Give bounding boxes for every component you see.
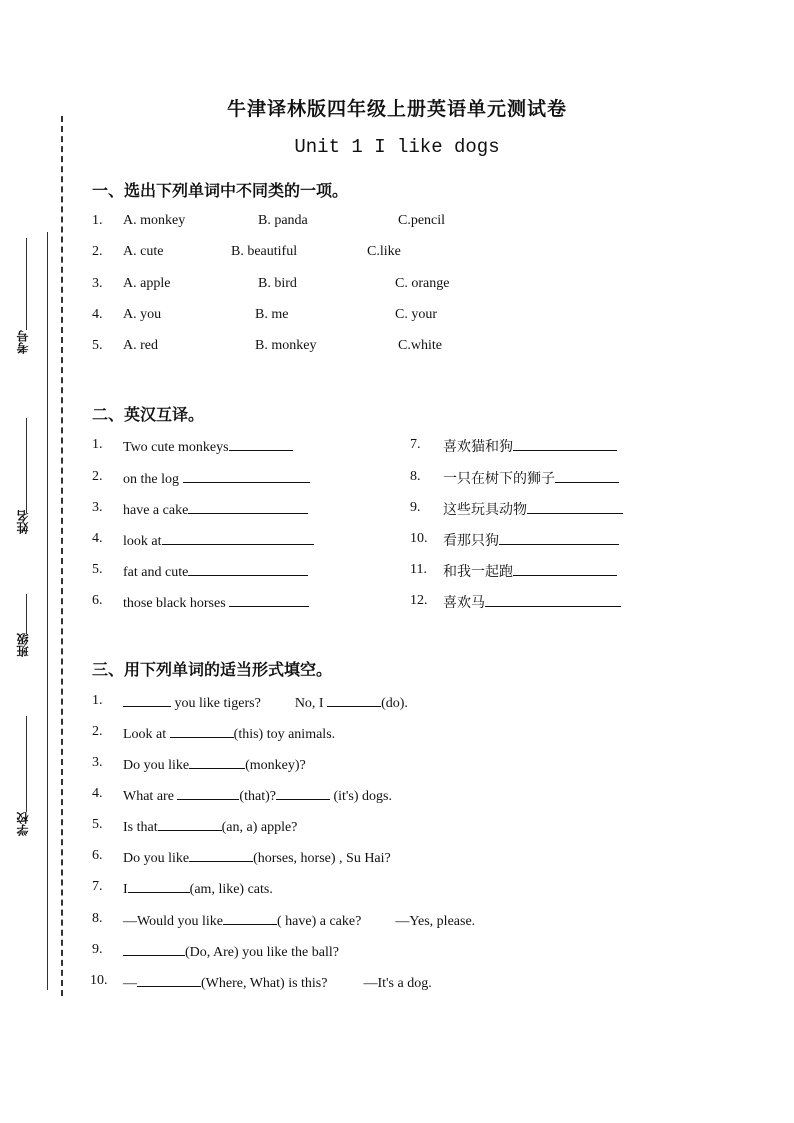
section1-heading: 一、选出下列单词中不同类的一项。 [92, 181, 349, 200]
option-c: C.white [398, 338, 442, 353]
question-number: 9. [92, 942, 103, 957]
fill-in-item: you like tigers? No, I (do). [123, 693, 408, 712]
answer-blank[interactable] [158, 817, 222, 831]
answer-blank[interactable] [485, 593, 621, 607]
class-label: 班级 [16, 633, 30, 657]
translation-item: 看那只狗 [443, 530, 619, 550]
option-a: A. cute [123, 244, 164, 259]
question-number: 5. [92, 338, 103, 353]
section2-heading: 二、英汉互译。 [92, 405, 205, 424]
answer-blank[interactable] [123, 693, 171, 707]
translation-item: 喜欢马 [443, 592, 621, 612]
option-a: A. apple [123, 276, 171, 291]
question-number: 3. [92, 500, 103, 515]
fill-in-item: What are (that)? (it's) dogs. [123, 786, 392, 805]
binding-solid-line [47, 232, 48, 990]
answer-blank[interactable] [327, 693, 381, 707]
exam-number-line[interactable] [26, 238, 27, 330]
answer-blank[interactable] [513, 437, 617, 451]
option-a: A. you [123, 307, 162, 322]
question-number: 1. [92, 693, 103, 708]
name-label: 姓名 [16, 510, 30, 534]
answer-blank[interactable] [137, 973, 201, 987]
option-b: B. panda [258, 213, 308, 228]
question-number: 4. [92, 786, 103, 801]
option-c: C. orange [395, 276, 450, 291]
translation-item: fat and cute [123, 562, 308, 581]
fill-in-item: Is that (an, a) apple? [123, 817, 297, 836]
question-number: 4. [92, 307, 103, 322]
question-number: 1. [92, 437, 103, 452]
translation-item: 一只在树下的狮子 [443, 468, 619, 488]
page-title: 牛津译林版四年级上册英语单元测试卷 [226, 98, 567, 120]
question-number: 5. [92, 817, 103, 832]
option-c: C. your [395, 307, 437, 322]
answer-blank[interactable] [183, 469, 310, 483]
question-number: 8. [92, 911, 103, 926]
school-label: 学校 [16, 812, 30, 836]
answer-blank[interactable] [276, 786, 330, 800]
fill-in-item: (Do, Are) you like the ball? [123, 942, 339, 961]
answer-blank[interactable] [123, 942, 185, 956]
answer-blank[interactable] [128, 879, 190, 893]
answer-blank[interactable] [162, 531, 314, 545]
section3-heading: 三、用下列单词的适当形式填空。 [92, 660, 333, 679]
class-line[interactable] [26, 594, 27, 634]
name-line[interactable] [26, 418, 27, 513]
question-number: 5. [92, 562, 103, 577]
answer-blank[interactable] [170, 724, 234, 738]
option-a: A. red [123, 338, 158, 353]
answer-blank[interactable] [229, 437, 293, 451]
option-a: A. monkey [123, 213, 186, 228]
question-number: 7. [92, 879, 103, 894]
option-c: C.pencil [398, 213, 446, 228]
answer-blank[interactable] [188, 562, 308, 576]
question-number: 10. [410, 531, 428, 546]
answer-blank[interactable] [177, 786, 239, 800]
answer-blank[interactable] [223, 911, 277, 925]
translation-item: 和我一起跑 [443, 561, 617, 581]
question-number: 6. [92, 848, 103, 863]
translation-item: have a cake [123, 500, 308, 519]
fill-in-item: — (Where, What) is this? —It's a dog. [123, 973, 432, 992]
question-number: 10. [90, 973, 108, 988]
fill-in-item: —Would you like ( have) a cake? —Yes, please. [123, 911, 475, 930]
translation-item: 喜欢猫和狗 [443, 436, 617, 456]
option-b: B. me [255, 307, 289, 322]
question-number: 1. [92, 213, 103, 228]
fill-in-item: Do you like (monkey)? [123, 755, 306, 774]
question-number: 8. [410, 469, 421, 484]
option-b: B. monkey [255, 338, 317, 353]
translation-item: Two cute monkeys [123, 437, 293, 456]
answer-blank[interactable] [189, 848, 253, 862]
question-number: 4. [92, 531, 103, 546]
answer-blank[interactable] [188, 500, 308, 514]
question-number: 3. [92, 755, 103, 770]
question-number: 9. [410, 500, 421, 515]
answer-blank[interactable] [555, 469, 619, 483]
binding-dashed-line [61, 116, 63, 996]
option-b: B. bird [258, 276, 297, 291]
answer-blank[interactable] [527, 500, 623, 514]
question-number: 12. [410, 593, 428, 608]
option-c: C.like [367, 244, 401, 259]
question-number: 11. [410, 562, 427, 577]
school-line[interactable] [26, 716, 27, 812]
answer-blank[interactable] [513, 562, 617, 576]
fill-in-item: Do you like (horses, horse) , Su Hai? [123, 848, 391, 867]
fill-in-item: I (am, like) cats. [123, 879, 273, 898]
fill-in-item: Look at (this) toy animals. [123, 724, 335, 743]
question-number: 7. [410, 437, 421, 452]
answer-blank[interactable] [499, 531, 619, 545]
translation-item: 这些玩具动物 [443, 499, 623, 519]
exam-number-label: 考号 [16, 330, 30, 354]
answer-blank[interactable] [229, 593, 309, 607]
question-number: 2. [92, 724, 103, 739]
translation-item: on the log [123, 469, 310, 488]
question-number: 2. [92, 469, 103, 484]
translation-item: those black horses [123, 593, 309, 612]
question-number: 3. [92, 276, 103, 291]
question-number: 6. [92, 593, 103, 608]
answer-blank[interactable] [189, 755, 245, 769]
question-number: 2. [92, 244, 103, 259]
option-b: B. beautiful [231, 244, 298, 259]
page-subtitle: Unit 1 I like dogs [294, 136, 500, 158]
translation-item: look at [123, 531, 314, 550]
